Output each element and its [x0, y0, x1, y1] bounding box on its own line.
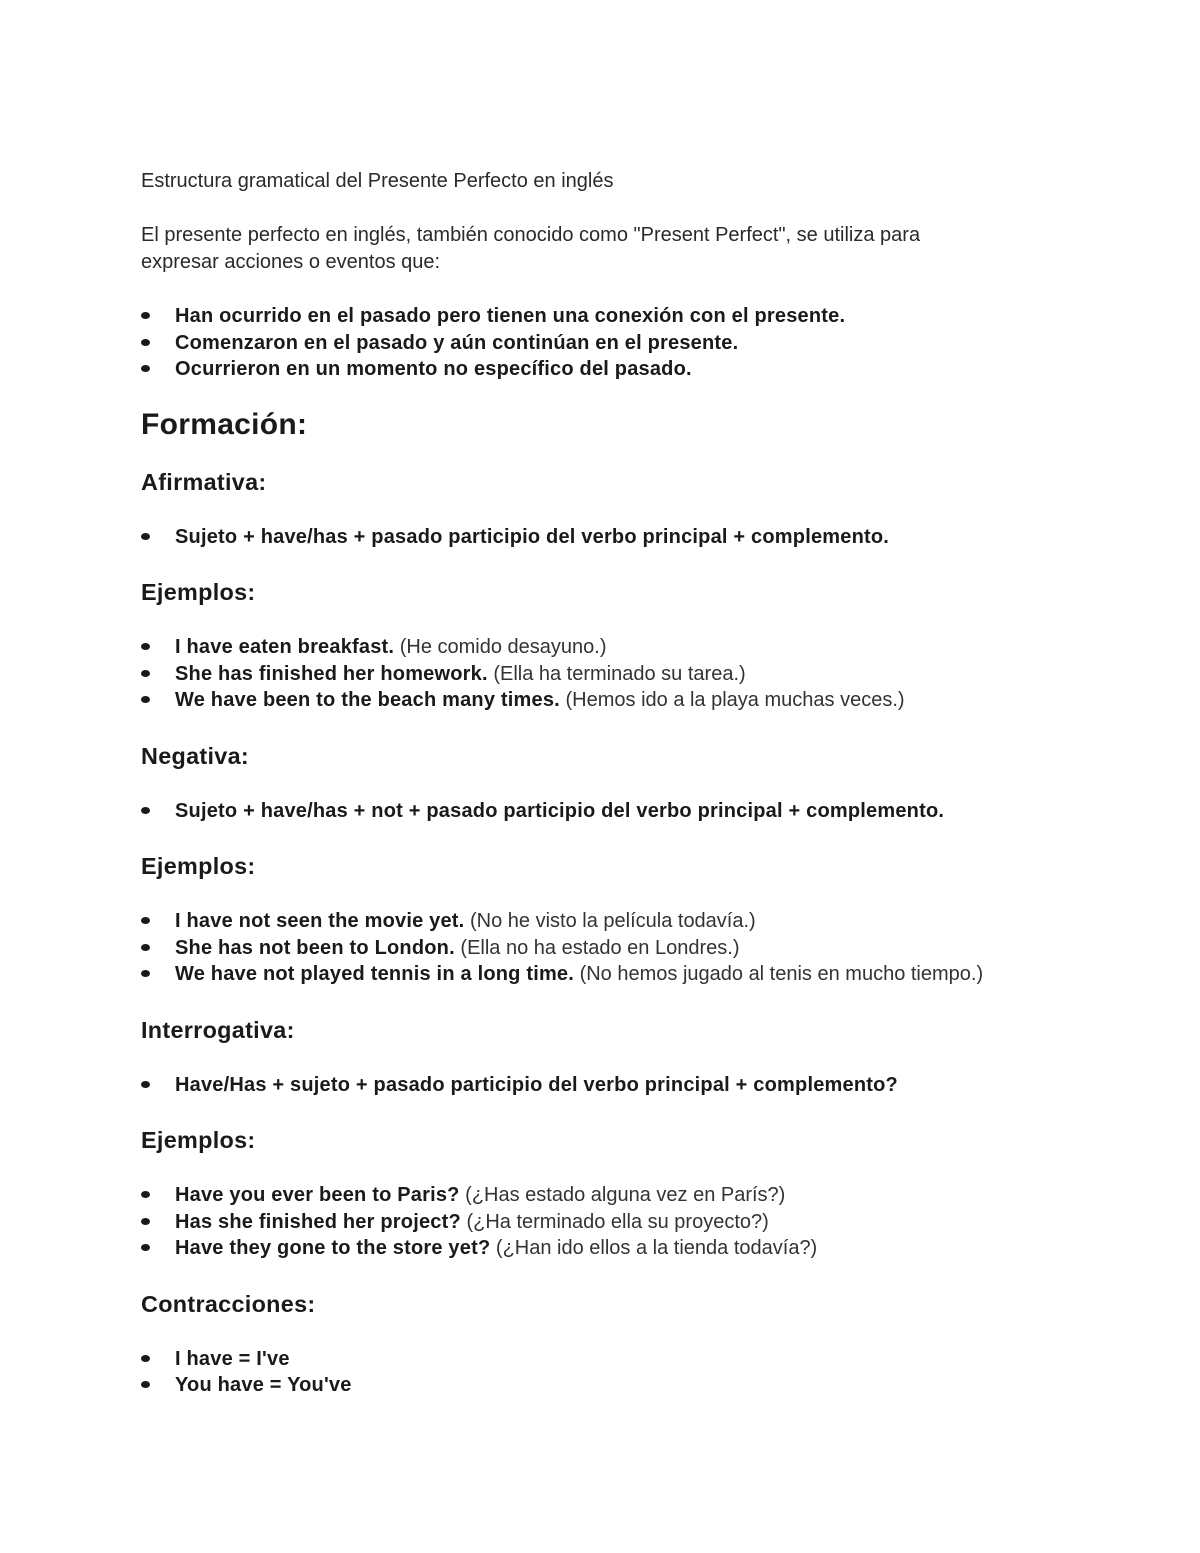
contracciones-list	[141, 1346, 1101, 1399]
examples-heading-interrogativa: Ejemplos:	[141, 1127, 256, 1153]
bullet-icon	[141, 1381, 150, 1388]
list-item: We have been to the beach many times. (Hemos ido a la playa muchas veces.)	[141, 687, 1101, 714]
section-heading-interrogativa: Interrogativa:	[141, 1016, 295, 1043]
bullet-icon	[141, 365, 150, 372]
bullet-icon	[141, 339, 150, 346]
bullet-icon	[141, 1244, 150, 1251]
list-item: We have not played tennis in a long time. (No hemos jugado al tenis en mucho tiempo.)	[141, 961, 1101, 988]
document-title: Estructura gramatical del Presente Perfecto en inglés	[141, 170, 614, 192]
interrogativa-structure-list	[141, 1072, 1101, 1099]
negativa-structure-list	[141, 798, 1101, 825]
list-item: Sujeto + have/has + pasado participio del verbo principal + complemento.	[141, 524, 1101, 551]
list-item: Have you ever been to Paris? (¿Has estado alguna vez en París?)	[141, 1182, 1101, 1209]
bullet-icon	[141, 533, 150, 540]
list-item: Ocurrieron en un momento no específico del pasado.	[141, 356, 1101, 383]
bullet-icon	[141, 312, 150, 319]
list-item: Comenzaron en el pasado y aún continúan en el presente.	[141, 330, 1101, 357]
list-item: Sujeto + have/has + not + pasado participio del verbo principal + complemento.	[141, 798, 1101, 825]
intro-line-1: El presente perfecto en inglés, también conocido como "Present Perfect", se utiliza para	[141, 224, 921, 246]
section-heading-negativa: Negativa:	[141, 742, 249, 769]
list-item: She has finished her homework. (Ella ha terminado su tarea.)	[141, 661, 1101, 688]
bullet-icon	[141, 944, 150, 951]
afirmativa-structure-list	[141, 524, 1101, 551]
bullet-icon	[141, 917, 150, 924]
list-item: Han ocurrido en el pasado pero tienen una conexión con el presente.	[141, 303, 1101, 330]
examples-heading-afirmativa: Ejemplos:	[141, 579, 256, 605]
bullet-icon	[141, 807, 150, 814]
section-heading-contracciones: Contracciones:	[141, 1290, 316, 1317]
bullet-icon	[141, 643, 150, 650]
bullet-icon	[141, 1218, 150, 1225]
section-heading-formacion: Formación:	[141, 407, 308, 441]
intro-paragraph	[141, 222, 1101, 276]
list-item: Have/Has + sujeto + pasado participio del verbo principal + complemento?	[141, 1072, 1101, 1099]
bullet-icon	[141, 1081, 150, 1088]
uses-list	[141, 303, 1101, 383]
list-item: I have not seen the movie yet. (No he visto la película todavía.)	[141, 908, 1101, 935]
afirmativa-examples-list	[141, 634, 1101, 714]
list-item: She has not been to London. (Ella no ha estado en Londres.)	[141, 935, 1101, 962]
interrogativa-examples-list	[141, 1182, 1101, 1262]
list-item: I have = I've	[141, 1346, 1101, 1373]
bullet-icon	[141, 1191, 150, 1198]
examples-heading-negativa: Ejemplos:	[141, 853, 256, 879]
intro-line-2: expresar acciones o eventos que:	[141, 251, 441, 273]
list-item: You have = You've	[141, 1372, 1101, 1399]
bullet-icon	[141, 1355, 150, 1362]
bullet-icon	[141, 670, 150, 677]
negativa-examples-list	[141, 908, 1101, 988]
bullet-icon	[141, 970, 150, 977]
list-item: I have eaten breakfast. (He comido desayuno.)	[141, 634, 1101, 661]
bullet-icon	[141, 696, 150, 703]
list-item: Has she finished her project? (¿Ha terminado ella su proyecto?)	[141, 1209, 1101, 1236]
section-heading-afirmativa: Afirmativa:	[141, 468, 267, 495]
list-item: Have they gone to the store yet? (¿Han ido ellos a la tienda todavía?)	[141, 1235, 1101, 1262]
document-page	[141, 166, 1101, 1399]
